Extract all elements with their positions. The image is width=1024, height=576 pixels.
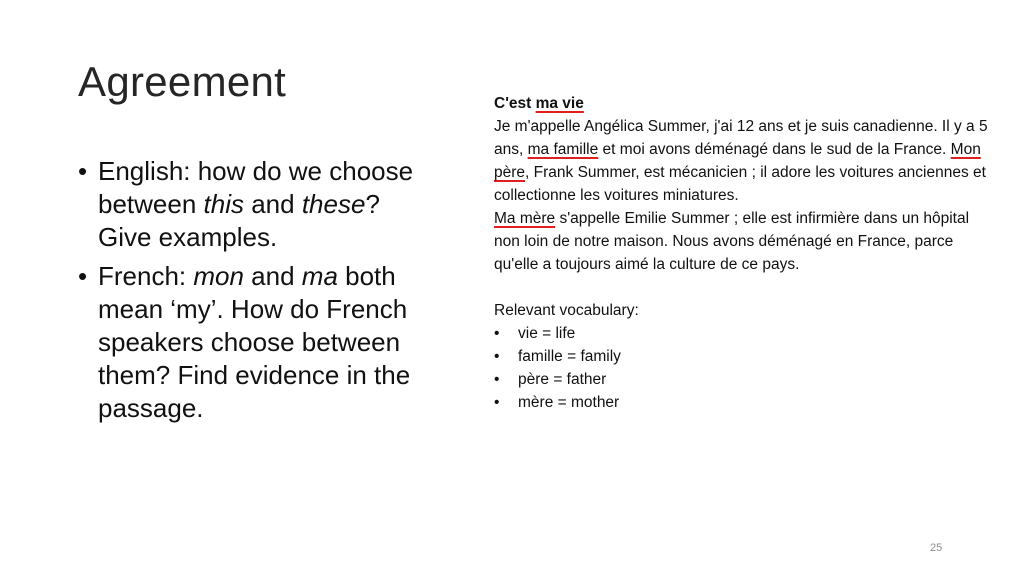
highlight-ma-mere: Ma mère — [494, 210, 556, 227]
point-emphasis: these — [301, 189, 366, 219]
point-text: French: — [98, 261, 194, 291]
point-text: English: how do we choose between — [98, 156, 414, 219]
passage-text: s'appelle Emilie Summer ; elle est infirmière dans un hôpital non loin de notre maison. Nous avons déménagé en France, parce qu'elle a toujours aimé la culture de ce pays. — [494, 210, 970, 273]
passage-paragraph-1 — [494, 115, 994, 207]
french-passage — [494, 92, 994, 414]
vocab-text: vie = life — [518, 325, 576, 342]
discussion-points — [78, 155, 428, 431]
passage-heading — [494, 92, 994, 115]
point-text: ? Give examples. — [98, 189, 380, 252]
highlight-ma-vie: ma vie — [535, 95, 584, 112]
vocab-list — [494, 322, 994, 414]
vocab-item — [494, 391, 994, 414]
point-emphasis: this — [203, 189, 244, 219]
passage-paragraph-2 — [494, 207, 994, 276]
heading-text: C'est — [494, 95, 536, 112]
point-text: and — [243, 261, 302, 291]
highlight-ma-famille: ma famille — [527, 141, 599, 158]
bullet: • — [494, 325, 500, 342]
vocab-item — [494, 368, 994, 391]
point-english — [78, 155, 428, 254]
vocab-text: mère = mother — [518, 394, 620, 411]
vocab-item — [494, 322, 994, 345]
vocab-label: Relevant vocabulary: — [494, 302, 639, 319]
page-number: 25 — [930, 542, 943, 554]
highlight-mon-pere: Mon père — [494, 141, 981, 181]
bullet: • — [78, 261, 88, 291]
bullet: • — [494, 394, 500, 411]
point-french — [78, 260, 428, 425]
passage-text: Je m'appelle Angélica Summer, j'ai 12 ans et je suis canadienne. Il y a 5 ans, — [494, 118, 988, 158]
spacer — [494, 276, 994, 299]
point-text: both mean ‘my’. How do French speakers choose between them? Find evidence in the passage. — [98, 261, 411, 423]
point-emphasis: ma — [301, 261, 338, 291]
bullet: • — [494, 371, 500, 388]
bullet: • — [78, 156, 88, 186]
vocab-item — [494, 345, 994, 368]
passage-text: et moi avons déménagé dans le sud de la France. — [598, 141, 951, 158]
slide-title: Agreement — [78, 58, 287, 105]
bullet: • — [494, 348, 500, 365]
passage-text: , Frank Summer, est mécanicien ; il adore les voitures anciennes et collectionne les voitures miniatures. — [494, 164, 986, 204]
vocab-text: père = father — [518, 371, 607, 388]
point-text: and — [244, 189, 302, 219]
vocab-text: famille = family — [518, 348, 621, 365]
point-emphasis: mon — [193, 261, 244, 291]
